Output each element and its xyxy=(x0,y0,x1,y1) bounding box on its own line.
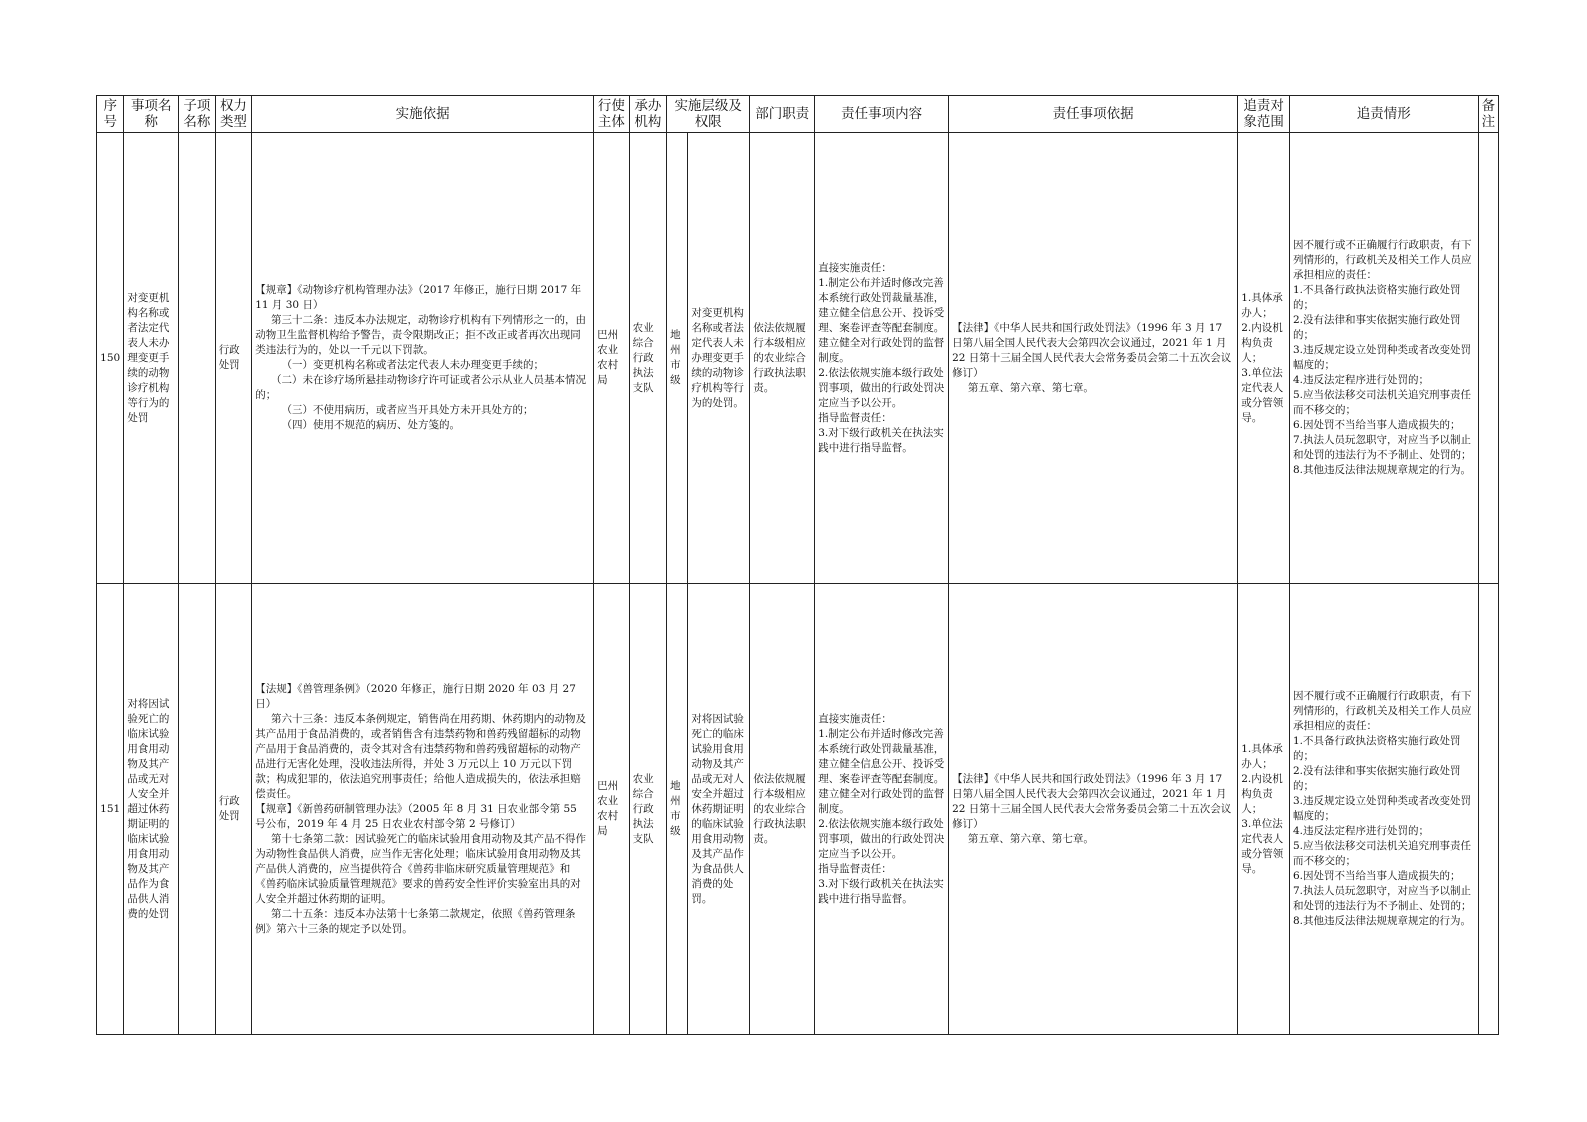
col-seq: 序号 xyxy=(97,96,124,133)
cell-scope xyxy=(1238,584,1290,1035)
cell-remark xyxy=(1478,584,1498,1035)
cell-item: 对将因试验死亡的临床试验用食用动物及其产品或无对人安全并超过休药期证明的临床试验用食用动物及其产品作为食品供人消费的处罚 xyxy=(124,584,179,1035)
cell-resp-basis-line: 【法律】《中华人民共和国行政处罚法》（1996 年 3 月 17 日第八届全国人民代表大会第四次会议通过，2021 年 1 月 22 日第十三届全国人民代表大会常务委员会第二十五次会议修订） xyxy=(952,772,1232,830)
cell-authority: 对变更机构名称或者法定代表人未办理变更手续的动物诊疗机构等行为的处罚。 xyxy=(688,133,750,584)
cell-basis-line: 【规章】《新兽药研制管理办法》（2005 年 8 月 31 日农业部令第 55 号公布，2019 年 4 月 25 日农业农村部令第 2 号修订） xyxy=(255,802,577,830)
cell-scope xyxy=(1238,133,1290,584)
cell-situation-line: 2.没有法律和事实依据实施行政处罚的； xyxy=(1292,314,1461,341)
cell-basis-line: 第十七条第二款：因试验死亡的临床试验用食用动物及其产品不得作为动物性食品供人消费，应当作无害化处理；临床试验用食用动物及其产品供人消费的，应当提供符合《兽药非临床研究质量管理规范》和《兽药临床试验质量管理规范》要求的兽药安全性评价实验室出具的对人安全并超过休药期的证明。 xyxy=(255,832,586,905)
cell-basis xyxy=(252,584,594,1035)
cell-power-type: 行政处罚 xyxy=(215,133,252,584)
cell-resp-content-line: 1.制定公布并适时修改完善本系统行政处罚裁量基准，建立健全信息公开、投诉受理、案卷评查等配套制度。建立健全对行政处罚的监督制度。 xyxy=(818,276,945,364)
cell-situation-line: 7.执法人员玩忽职守，对应当予以制止和处罚的违法行为不予制止、处罚的； xyxy=(1292,885,1472,912)
col-subject: 行使主体 xyxy=(594,96,630,133)
cell-situation xyxy=(1289,584,1478,1035)
cell-scope-line: 3.单位法定代表人或分管领导。 xyxy=(1241,817,1284,875)
col-situation: 追责情形 xyxy=(1289,96,1478,133)
cell-situation-line: 6.因处罚不当给当事人造成损失的； xyxy=(1292,419,1461,431)
cell-resp-content-line: 3.对下级行政机关在执法实践中进行指导监督。 xyxy=(818,426,944,454)
cell-resp-content xyxy=(815,584,949,1035)
cell-duty: 依法依规履行本级相应的农业综合行政执法职责。 xyxy=(750,133,815,584)
col-resp-content: 责任事项内容 xyxy=(815,96,949,133)
col-resp-basis: 责任事项依据 xyxy=(949,96,1238,133)
cell-remark xyxy=(1478,133,1498,584)
cell-authority: 对将因试验死亡的临床试验用食用动物及其产品或无对人安全并超过休药期证明的临床试验用食用动物及其产品作为食品供人消费的处罚。 xyxy=(688,584,750,1035)
cell-seq: 150 xyxy=(97,133,124,584)
cell-resp-content-line: 2.依法依规实施本级行政处罚事项，做出的行政处罚决定应当予以公开。 xyxy=(818,817,945,860)
cell-situation-line: 5.应当依法移交司法机关追究刑事责任而不移交的； xyxy=(1292,389,1471,416)
cell-resp-content-line: 直接实施责任： xyxy=(818,261,892,274)
cell-basis-line: 第二十五条：违反本办法第十七条第二款规定，依照《兽药管理条例》第六十三条的规定予以处罚。 xyxy=(255,907,576,935)
cell-situation-line: 2.没有法律和事实依据实施行政处罚的； xyxy=(1292,765,1461,792)
cell-basis xyxy=(252,133,594,584)
cell-subject: 巴州农业农村局 xyxy=(594,133,630,584)
cell-resp-content-line: 直接实施责任： xyxy=(818,712,892,725)
cell-resp-content xyxy=(815,133,949,584)
cell-basis-line: （二）未在诊疗场所悬挂动物诊疗许可证或者公示从业人员基本情况的； xyxy=(255,374,586,401)
cell-power-type: 行政处罚 xyxy=(215,584,252,1035)
col-remark: 备注 xyxy=(1478,96,1498,133)
cell-level: 地州市级 xyxy=(667,133,688,584)
cell-scope-line: 1.具体承办人； xyxy=(1241,742,1283,770)
duty-list-table xyxy=(96,95,1499,1035)
cell-basis-line: 【规章】《动物诊疗机构管理办法》（2017 年修正，施行日期 2017 年 11 月 30 日） xyxy=(255,284,582,311)
col-level: 实施层级及权限 xyxy=(667,96,750,133)
cell-situation-line: 7.执法人员玩忽职守，对应当予以制止和处罚的违法行为不予制止、处罚的； xyxy=(1292,434,1472,461)
cell-resp-basis-line: 【法律】《中华人民共和国行政处罚法》（1996 年 3 月 17 日第八届全国人民代表大会第四次会议通过，2021 年 1 月 22 日第十三届全国人民代表大会常务委员会第二十五次会议修订） xyxy=(952,321,1232,379)
col-subitem: 子项名称 xyxy=(179,96,216,133)
col-scope: 追责对象范围 xyxy=(1238,96,1290,133)
cell-situation-line: 3.违反规定设立处罚种类或者改变处罚幅度的； xyxy=(1292,795,1471,822)
cell-scope-line: 1.具体承办人； xyxy=(1241,291,1283,319)
cell-resp-content-line: 1.制定公布并适时修改完善本系统行政处罚裁量基准，建立健全信息公开、投诉受理、案卷评查等配套制度。建立健全对行政处罚的监督制度。 xyxy=(818,727,945,815)
cell-duty: 依法依规履行本级相应的农业综合行政执法职责。 xyxy=(750,584,815,1035)
cell-org: 农业综合行政执法支队 xyxy=(629,133,667,584)
col-org: 承办机构 xyxy=(629,96,667,133)
cell-situation-line: 3.违反规定设立处罚种类或者改变处罚幅度的； xyxy=(1292,344,1471,371)
cell-subitem xyxy=(179,133,216,584)
cell-scope-line: 3.单位法定代表人或分管领导。 xyxy=(1241,366,1284,424)
cell-subject: 巴州农业农村局 xyxy=(594,584,630,1035)
cell-situation-line: 8.其他违反法律法规规章规定的行为。 xyxy=(1292,464,1471,476)
cell-scope-line: 2.内设机构负责人； xyxy=(1241,321,1283,364)
cell-scope-line: 2.内设机构负责人； xyxy=(1241,772,1283,815)
cell-resp-content-line: 指导监督责任： xyxy=(818,862,892,875)
cell-resp-basis xyxy=(949,584,1238,1035)
cell-item: 对变更机构名称或者法定代表人未办理变更手续的动物诊疗机构等行为的处罚 xyxy=(124,133,179,584)
cell-situation-line: 8.其他违反法律法规规章规定的行为。 xyxy=(1292,915,1471,927)
cell-situation-line: 因不履行或不正确履行行政职责，有下列情形的，行政机关及相关工作人员应承担相应的责任： xyxy=(1292,239,1472,281)
col-power-type: 权力类型 xyxy=(215,96,252,133)
cell-resp-content-line: 2.依法依规实施本级行政处罚事项，做出的行政处罚决定应当予以公开。 xyxy=(818,366,945,409)
cell-subitem xyxy=(179,584,216,1035)
cell-situation-line: 1.不具备行政执法资格实施行政处罚的； xyxy=(1292,284,1461,311)
cell-basis-line: 第六十三条：违反本条例规定，销售尚在用药期、休药期内的动物及其产品用于食品消费的，或者销售含有违禁药物和兽药残留超标的动物产品用于食品消费的，责令其对含有违禁药物和兽药残留超标的动物产品进行无害化处理，没收违法所得，并处 3 万元以上 10 万元以下罚款；构成犯罪的，依法追究刑事责任；给他人造成损失的，依法承担赔偿责任。 xyxy=(255,712,586,800)
cell-situation xyxy=(1289,133,1478,584)
cell-situation-line: 4.违反法定程序进行处罚的； xyxy=(1292,825,1429,837)
cell-resp-basis xyxy=(949,133,1238,584)
col-item: 事项名称 xyxy=(124,96,179,133)
cell-situation-line: 1.不具备行政执法资格实施行政处罚的； xyxy=(1292,735,1461,762)
cell-basis-line: （三）不使用病历，或者应当开具处方未开具处方的； xyxy=(281,404,534,416)
cell-level: 地州市级 xyxy=(667,584,688,1035)
table-row xyxy=(97,584,1499,1035)
cell-basis-line: 【法规】《兽管理条例》（2020 年修正，施行日期 2020 年 03 月 27 日） xyxy=(255,682,576,710)
cell-situation-line: 5.应当依法移交司法机关追究刑事责任而不移交的； xyxy=(1292,840,1471,867)
table-row xyxy=(97,133,1499,584)
col-basis: 实施依据 xyxy=(252,96,594,133)
cell-resp-basis-line: 第五章、第六章、第七章。 xyxy=(967,832,1094,845)
col-duty: 部门职责 xyxy=(750,96,815,133)
cell-situation-line: 6.因处罚不当给当事人造成损失的； xyxy=(1292,870,1461,882)
header-row xyxy=(97,96,1499,133)
cell-basis-line: （一）变更机构名称或者法定代表人未办理变更手续的； xyxy=(281,359,544,371)
cell-seq: 151 xyxy=(97,584,124,1035)
cell-resp-content-line: 3.对下级行政机关在执法实践中进行指导监督。 xyxy=(818,877,944,905)
cell-resp-content-line: 指导监督责任： xyxy=(818,411,892,424)
cell-basis-line: 第三十二条：违反本办法规定，动物诊疗机构有下列情形之一的，由动物卫生监督机构给予警告，责令限期改正；拒不改正或者再次出现同类违法行为的，处以一千元以下罚款。 xyxy=(255,314,586,356)
cell-basis-line: （四）使用不规范的病历、处方笺的。 xyxy=(281,419,460,431)
cell-situation-line: 4.违反法定程序进行处罚的； xyxy=(1292,374,1429,386)
cell-situation-line: 因不履行或不正确履行行政职责，有下列情形的，行政机关及相关工作人员应承担相应的责任： xyxy=(1292,690,1472,732)
cell-org: 农业综合行政执法支队 xyxy=(629,584,667,1035)
cell-resp-basis-line: 第五章、第六章、第七章。 xyxy=(967,381,1094,394)
